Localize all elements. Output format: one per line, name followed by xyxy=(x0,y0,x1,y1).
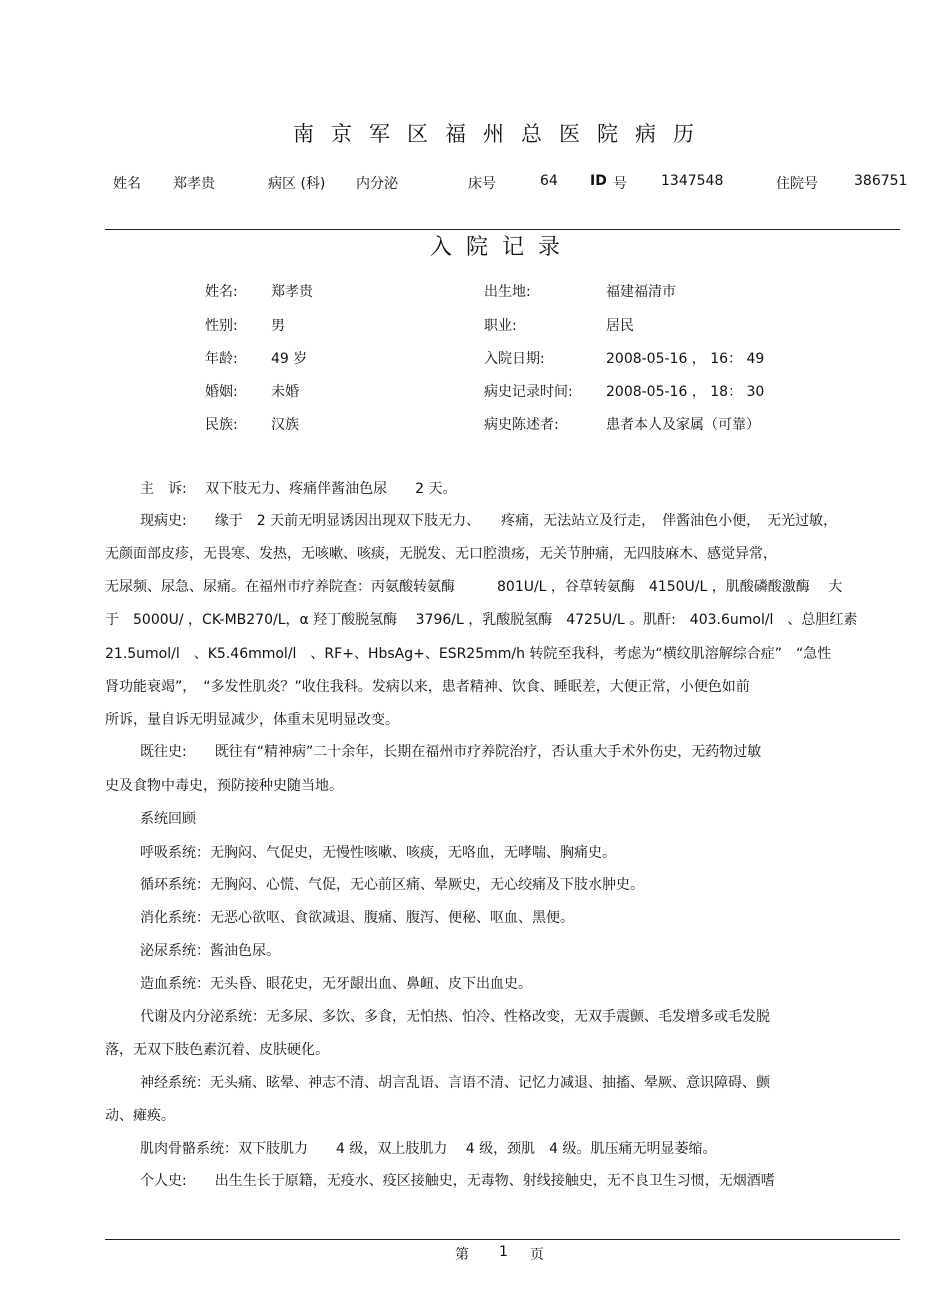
info-name-label: 姓名: xyxy=(205,284,238,300)
header-ward-label: 病区 (科) xyxy=(268,176,326,192)
nervous-system-line: 神经系统：无头痛、眩晕、神志不清、胡言乱语、言语不清、记忆力减退、抽搐、晕厥、意识障碍、颤 xyxy=(140,1075,770,1091)
system-review-heading: 系统回顾 xyxy=(140,811,196,827)
info-age-label: 年龄: xyxy=(205,351,238,367)
info-admit-date: 2008-05-16 ， 16： 49 xyxy=(606,351,765,367)
info-birthplace: 福建福清市 xyxy=(606,284,676,300)
info-record-time-label: 病史记录时间: xyxy=(484,384,573,400)
header-admission-no-label: 住院号 xyxy=(776,176,818,192)
info-admit-date-label: 入院日期: xyxy=(484,351,545,367)
record-subtitle: 入院记录 xyxy=(429,235,574,260)
header-id: 1347548 xyxy=(661,173,724,189)
info-name: 郑孝贵 xyxy=(271,284,313,300)
past-history-line: 既往史: 既往有“精神病”二十余年，长期在福州市疗养院治疗，否认重大手术外伤史，无药物过敏 xyxy=(140,744,762,760)
info-narrator-label: 病史陈述者: xyxy=(484,417,559,433)
endocrine-system-line: 落，无双下肢色素沉着、皮肤硬化。 xyxy=(105,1042,329,1058)
present-illness-line: 现病史: 缘于 2 天前无明显诱因出现双下肢无力、 疼痛，无法站立及行走， 伴酱油色小便， 无光过敏， xyxy=(140,513,838,529)
document-title: 南京军区福州总医院病历 xyxy=(293,122,711,146)
page-prefix: 第 xyxy=(455,1247,469,1263)
present-illness-line: 所诉，量自诉无明显减少，体重未见明显改变。 xyxy=(105,712,399,728)
header-name: 郑孝贵 xyxy=(173,176,215,192)
info-occupation: 居民 xyxy=(606,318,634,334)
respiratory-system: 呼吸系统：无胸闷、气促史，无慢性咳嗽、咳痰，无咯血，无哮喘、胸痛史。 xyxy=(140,845,616,861)
info-marital: 未婚 xyxy=(271,384,299,400)
page-number: 1 xyxy=(499,1244,508,1260)
info-occupation-label: 职业: xyxy=(484,318,517,334)
digestive-system: 消化系统：无恶心欲呕、食欲减退、腹痛、腹泻、便秘、呕血、黑便。 xyxy=(140,910,574,926)
past-history-line: 史及食物中毒史，预防接种史随当地。 xyxy=(105,778,343,794)
header-id-label: 号 xyxy=(613,176,627,192)
info-birthplace-label: 出生地: xyxy=(484,284,531,300)
info-narrator: 患者本人及家属（可靠） xyxy=(606,417,760,433)
chief-complaint: 主 诉: 双下肢无力、疼痛伴酱油色尿 2 天。 xyxy=(140,481,457,497)
info-ethnicity: 汉族 xyxy=(271,417,299,433)
header-ward: 内分泌 xyxy=(356,176,398,192)
hematopoietic-system: 造血系统：无头昏、眼花史，无牙龈出血、鼻衄、皮下出血史。 xyxy=(140,976,532,992)
info-sex: 男 xyxy=(271,318,285,334)
endocrine-system-line: 代谢及内分泌系统：无多尿、多饮、多食，无怕热、怕冷、性格改变，无双手震颤、毛发增多或毛发脱 xyxy=(140,1009,770,1025)
circulatory-system: 循环系统：无胸闷、心慌、气促，无心前区痛、晕厥史，无心绞痛及下肢水肿史。 xyxy=(140,877,644,893)
info-age: 49 岁 xyxy=(271,351,308,367)
present-illness-line: 于 5000U/ ，CK-MB270/L，α 羟丁酸脱氢酶 3796/L ，乳酸脱氢酶 4725U/L 。肌酐: 403.6umol/l 、总胆红素 xyxy=(105,612,858,628)
info-sex-label: 性别: xyxy=(205,318,238,334)
musculoskeletal-system: 肌肉骨骼系统：双下肢肌力 4 级，双上肢肌力 4 级，颈肌 4 级。肌压痛无明显萎缩。 xyxy=(140,1141,717,1157)
header-name-label: 姓名 xyxy=(113,176,141,192)
header-id-label-bold: ID xyxy=(590,173,607,189)
footer-divider xyxy=(105,1239,900,1240)
present-illness-line: 无颜面部皮疹，无畏寒、发热，无咳嗽、咳痰，无脱发、无口腔溃疡，无关节肿痛，无四肢麻木、感觉异常， xyxy=(105,546,777,562)
info-ethnicity-label: 民族: xyxy=(205,417,238,433)
personal-history: 个人史: 出生生长于原籍，无疫水、疫区接触史，无毒物、射线接触史，无不良卫生习惯，无烟酒嗜 xyxy=(140,1173,775,1189)
header-bed: 64 xyxy=(540,173,558,189)
info-record-time: 2008-05-16 ， 18： 30 xyxy=(606,384,765,400)
nervous-system-line: 动、瘫痪。 xyxy=(105,1108,175,1124)
present-illness-line: 无尿频、尿急、尿痛。在福州市疗养院查：丙氨酸转氨酶 801U/L ，谷草转氨酶 4150U/L ，肌酸磷酸激酶 大 xyxy=(105,579,843,595)
header-admission-no: 386751 xyxy=(854,173,908,189)
page-suffix: 页 xyxy=(530,1247,544,1263)
present-illness-line: 21.5umol/l 、K5.46mmol/l 、RF+、HbsAg+、ESR25mm/h 转院至我科，考虑为“横纹肌溶解综合症” “急性 xyxy=(105,646,832,662)
info-marital-label: 婚姻: xyxy=(205,384,238,400)
present-illness-line: 肾功能衰竭”， “多发性肌炎？”收住我科。发病以来，患者精神、饮食、睡眠差，大便正常，小便色如前 xyxy=(105,679,750,695)
urinary-system: 泌尿系统：酱油色尿。 xyxy=(140,943,280,959)
header-bed-label: 床号 xyxy=(468,176,496,192)
